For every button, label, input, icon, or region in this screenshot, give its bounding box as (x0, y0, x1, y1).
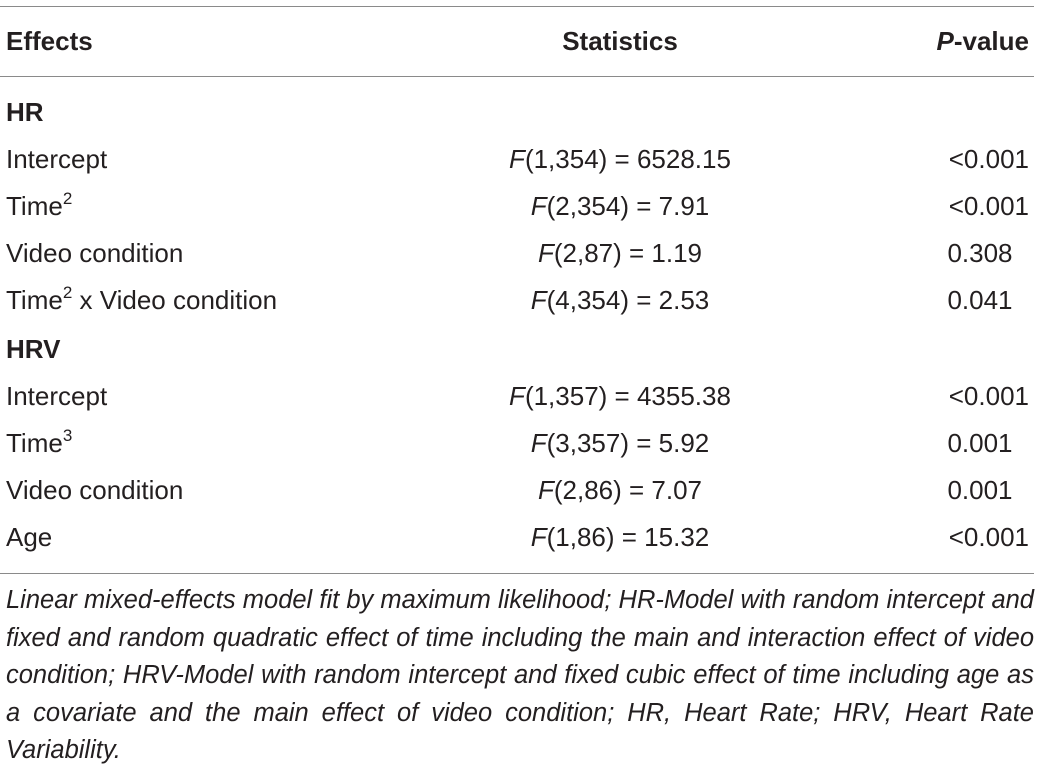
section-hr-label: HR (6, 97, 44, 127)
stat-f: F (530, 285, 547, 315)
statistics-cell (420, 420, 820, 467)
effect-cell (6, 230, 183, 277)
stat-f: F (537, 475, 554, 505)
table-row (0, 136, 1041, 183)
stat-value: (2,86) = 7.07 (553, 475, 703, 505)
stat-value: (2,354) = 7.91 (546, 191, 710, 221)
section-label-hrv (0, 326, 1041, 373)
stat-value: (3,357) = 5.92 (546, 428, 710, 458)
table-row (0, 183, 1041, 230)
pvalue-cell: 0.001 (947, 475, 1013, 505)
table-row (0, 514, 1041, 561)
header-pvalue (880, 18, 1029, 65)
effect-cell (6, 420, 72, 467)
stat-f: F (509, 381, 525, 411)
table-footnote: Linear mixed-effects model fit by maximum likelihood; HR-Model with random intercept and fixed and random quadratic effect of time including the main and interaction effect of video condition; HRV-Model with random intercept and fixed cubic effect of time including age as a covariate and the main effect of video condition; HR, Heart Rate; HRV, Heart Rate Variability. (6, 586, 1034, 764)
table-row (0, 373, 1041, 420)
effect-cell (6, 467, 183, 514)
table-row (0, 420, 1041, 467)
pvalue-cell: 0.308 (947, 238, 1013, 268)
header-statistics: Statistics (562, 26, 678, 56)
stat-f: F (530, 191, 547, 221)
stat-value: (4,354) = 2.53 (546, 285, 710, 315)
statistics-cell (420, 136, 820, 183)
stat-value: (1,357) = 4355.38 (524, 381, 731, 411)
statistics-cell (420, 230, 820, 277)
effect-text: Time (6, 191, 63, 221)
statistics-cell (420, 514, 820, 561)
table-header-row (0, 18, 1041, 65)
statistics-cell (420, 467, 820, 514)
effect-text: Time (6, 285, 63, 315)
effect-cell (6, 136, 107, 183)
statistics-cell (420, 373, 820, 420)
header-effects: Effects (6, 26, 93, 56)
effect-text: Video condition (6, 475, 184, 505)
section-hrv-label: HRV (6, 334, 61, 364)
statistics-cell (420, 277, 820, 324)
statistics-cell (420, 183, 820, 230)
stat-value: (1,86) = 15.32 (546, 522, 710, 552)
table-row (0, 277, 1041, 324)
table-top-rule (0, 6, 1034, 7)
effect-text: Intercept (6, 381, 108, 411)
effect-cell (6, 373, 107, 420)
effect-cell (6, 277, 277, 324)
stat-f: F (530, 522, 547, 552)
effect-text: Intercept (6, 144, 108, 174)
pvalue-cell: <0.001 (948, 522, 1029, 552)
effect-cell (6, 514, 52, 561)
table-row (0, 467, 1041, 514)
effect-cell (6, 183, 72, 230)
table-bottom-rule (0, 573, 1034, 574)
pvalue-cell: <0.001 (948, 381, 1029, 411)
table-row (0, 230, 1041, 277)
stat-f: F (509, 144, 525, 174)
pvalue-cell: <0.001 (948, 144, 1029, 174)
pvalue-cell: 0.041 (947, 285, 1013, 315)
pvalue-cell: 0.001 (947, 428, 1013, 458)
pvalue-cell: <0.001 (948, 191, 1029, 221)
stat-value: (1,354) = 6528.15 (524, 144, 731, 174)
effect-suffix: x Video condition (72, 285, 278, 315)
stat-f: F (537, 238, 554, 268)
effect-text: Age (6, 522, 53, 552)
header-pvalue-rest: -value (953, 26, 1029, 56)
effect-text: Time (6, 428, 63, 458)
stat-value: (2,87) = 1.19 (553, 238, 703, 268)
header-pvalue-p: P (936, 26, 954, 56)
section-label-hr (0, 89, 1041, 136)
effect-superscript: 2 (62, 189, 73, 208)
effect-superscript: 3 (62, 426, 73, 445)
table-header-rule (0, 76, 1034, 77)
effect-superscript: 2 (62, 283, 73, 302)
stat-f: F (530, 428, 547, 458)
effect-text: Video condition (6, 238, 184, 268)
